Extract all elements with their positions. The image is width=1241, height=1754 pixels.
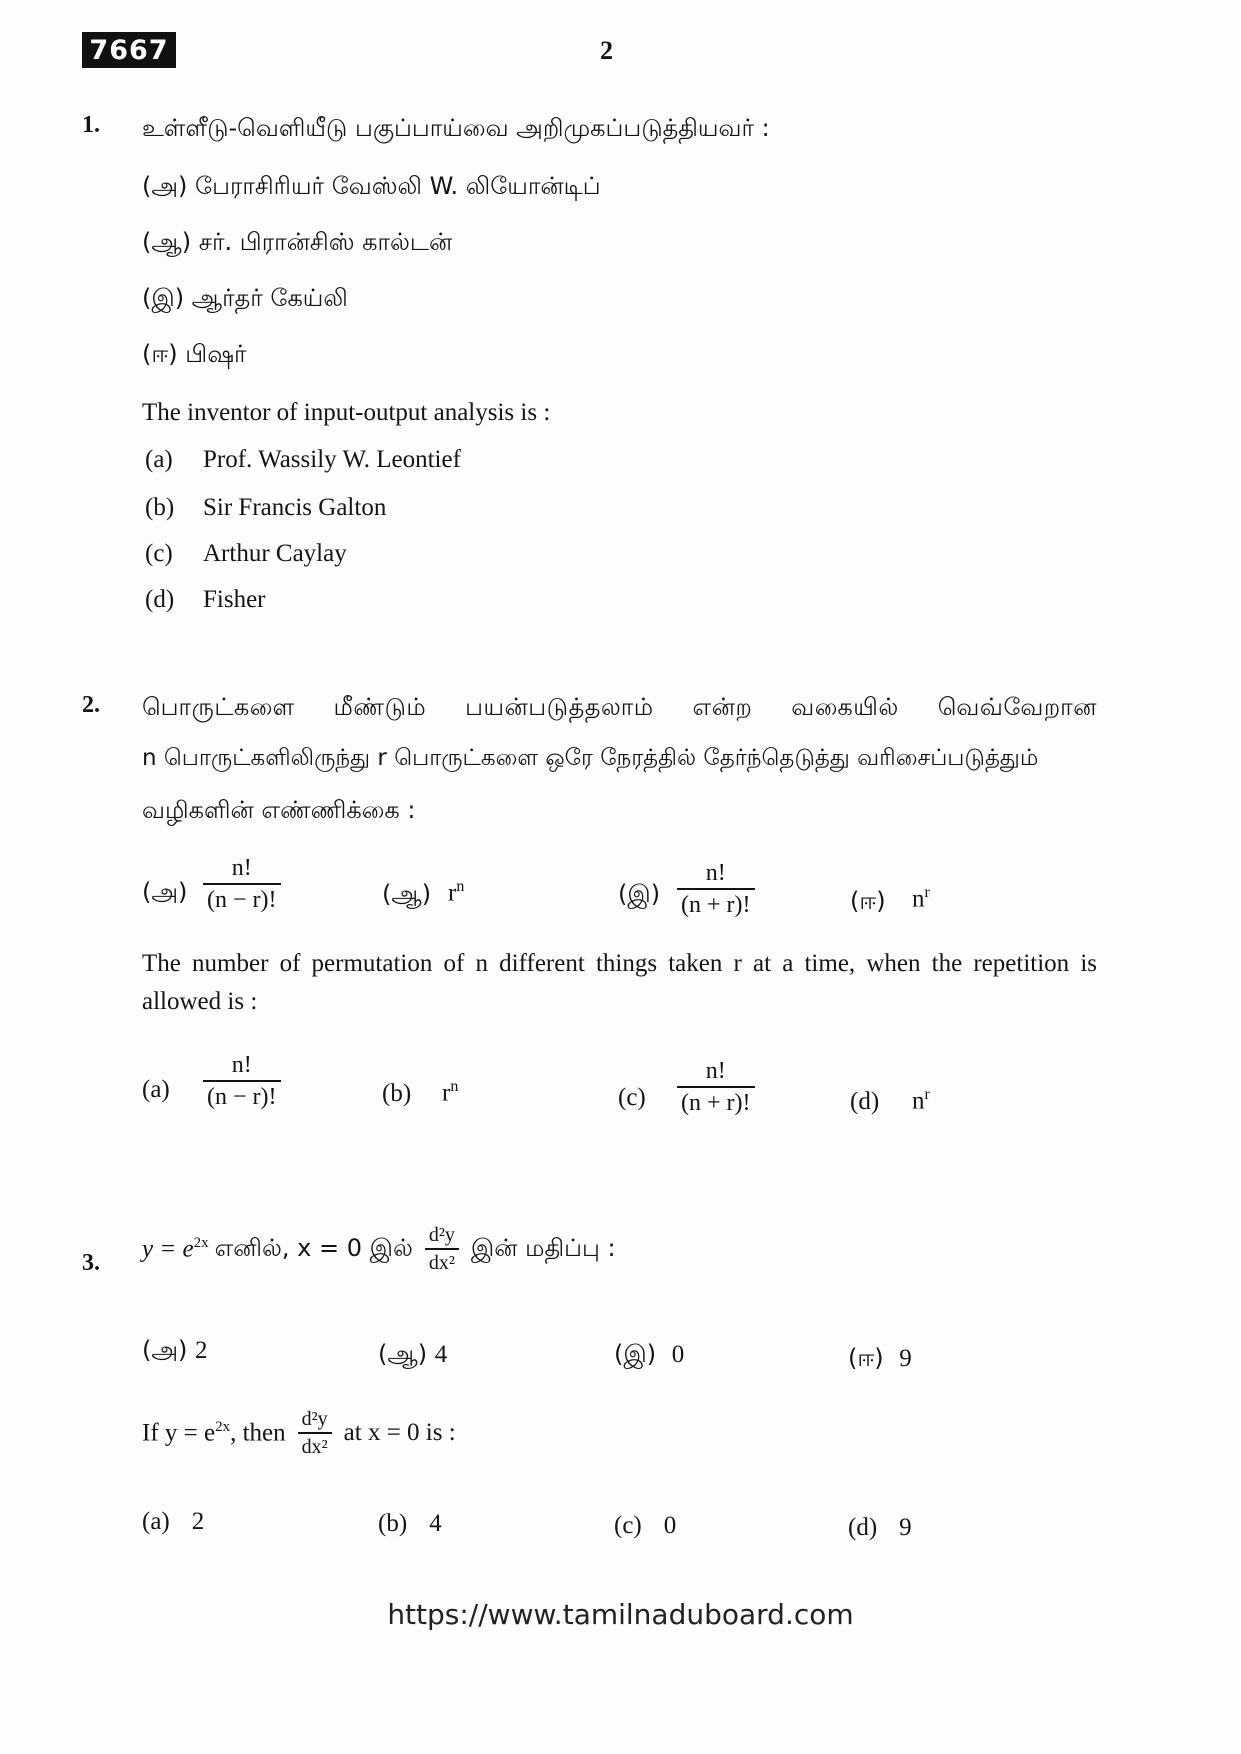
q1-english-option-b-label: (b) bbox=[145, 494, 175, 521]
question-1-tamil-text: உள்ளீடு-வெளியீடு பகுப்பாய்வை அறிமுகப்படுத்தியவர் : bbox=[142, 114, 770, 142]
q2-tamil-label-c: (இ) bbox=[618, 880, 661, 908]
q2-tamil-option-b bbox=[448, 878, 464, 907]
question-2-english-line-2: allowed is : bbox=[142, 988, 258, 1015]
power-base: r bbox=[442, 1079, 451, 1107]
power-exponent: n bbox=[456, 878, 465, 895]
fraction-numerator: n! bbox=[231, 855, 252, 881]
option-text: பேராசிரியர் வேஸ்லி W. லியோன்டிப் bbox=[195, 172, 601, 200]
q2-english-label-c: (c) bbox=[618, 1084, 646, 1111]
question-3-number: 3. bbox=[82, 1250, 100, 1276]
q1-tamil-option-c bbox=[142, 284, 348, 315]
question-3-tamil-text bbox=[142, 1224, 616, 1274]
q3-function: $y = e^{2x}$ bbox=[142, 1234, 209, 1263]
fraction-numerator: n! bbox=[231, 1052, 252, 1078]
question-3-english-text bbox=[142, 1408, 456, 1458]
option-label: (ஈ) bbox=[142, 340, 178, 368]
question-2-english-line-1: The number of permutation of n different things taken r at a time, when the repetition is bbox=[142, 950, 1097, 977]
q1-english-option-a-text: Prof. Wassily W. Leontief bbox=[203, 446, 461, 473]
fraction-numerator: n! bbox=[705, 860, 726, 886]
q2-english-option-c-fraction bbox=[677, 1058, 755, 1117]
question-2-tamil-line-1: பொருட்களை மீண்டும் பயன்படுத்தலாம் என்ற வகையில் வெவ்வேறான bbox=[142, 693, 1097, 721]
q2-tamil-label-a: (அ) bbox=[142, 878, 188, 906]
q2-english-label-a: (a) bbox=[142, 1076, 170, 1103]
fraction-denominator: (n − r)! bbox=[203, 883, 281, 913]
power-exponent: r bbox=[924, 1086, 930, 1103]
q3-tamil-option-b: (ஆ) 4 bbox=[378, 1340, 448, 1368]
q1-tamil-option-b bbox=[142, 228, 452, 259]
option-text: ஆர்தர் கேய்லி bbox=[191, 284, 348, 312]
q3-english-option-d: (d) 9 bbox=[848, 1514, 912, 1541]
footer-url[interactable]: https://www.tamilnaduboard.com bbox=[387, 1598, 854, 1631]
q2-english-option-a-fraction bbox=[203, 1052, 281, 1111]
q3-tamil-tail: இன் மதிப்பு : bbox=[470, 1233, 616, 1262]
q2-tamil-option-c-fraction bbox=[677, 860, 755, 919]
q2-tamil-option-a-fraction bbox=[203, 855, 281, 914]
page-number: 2 bbox=[600, 36, 613, 65]
power-base: r bbox=[448, 879, 457, 907]
question-1-english-text: The inventor of input-output analysis is : bbox=[142, 399, 551, 426]
q3-english-function: If $y = e^{2x}$, then bbox=[142, 1418, 286, 1447]
q1-english-option-d-text: Fisher bbox=[203, 586, 266, 613]
fraction-numerator: n! bbox=[705, 1058, 726, 1084]
q1-tamil-option-d bbox=[142, 340, 247, 371]
question-1-number: 1. bbox=[82, 112, 100, 138]
q3-english-option-c: (c) 0 bbox=[614, 1512, 677, 1539]
q2-english-option-b bbox=[442, 1078, 458, 1107]
q2-english-label-b: (b) bbox=[382, 1080, 412, 1107]
power-base: n bbox=[912, 885, 925, 913]
option-text: பிஷர் bbox=[185, 340, 247, 368]
q3-tamil-option-c: (இ) 0 bbox=[614, 1340, 685, 1368]
power-exponent: n bbox=[450, 1078, 459, 1095]
power-base: n bbox=[912, 1087, 925, 1115]
q3-english-option-a: (a) 2 bbox=[142, 1508, 205, 1535]
q3-english-option-b: (b) 4 bbox=[378, 1510, 442, 1537]
paper-code-badge: 7667 bbox=[82, 32, 176, 68]
option-label: (ஆ) bbox=[142, 228, 192, 256]
question-2-number: 2. bbox=[82, 692, 100, 718]
option-label: (அ) bbox=[142, 172, 188, 200]
fraction-denominator: (n + r)! bbox=[677, 1086, 755, 1116]
q2-english-label-d: (d) bbox=[850, 1088, 880, 1115]
q3-tamil-option-a: (அ) 2 bbox=[142, 1336, 208, 1364]
q2-tamil-label-d: (ஈ) bbox=[850, 887, 886, 915]
q1-english-option-c-label: (c) bbox=[145, 540, 173, 567]
question-2-tamil-line-3: வழிகளின் எண்ணிக்கை : bbox=[142, 796, 416, 824]
q2-tamil-label-b: (ஆ) bbox=[382, 880, 432, 908]
q3-tamil-condition: எனில், x = 0 இல் bbox=[214, 1233, 413, 1262]
option-label: (இ) bbox=[142, 284, 185, 312]
power-exponent: r bbox=[924, 884, 930, 901]
q1-english-option-a-label: (a) bbox=[145, 446, 173, 473]
q3-tamil-option-d: (ஈ) 9 bbox=[848, 1344, 912, 1372]
q3-derivative: $\frac{\text{d²y}}{\text{dx²}}$ bbox=[425, 1224, 459, 1274]
q2-english-option-d bbox=[912, 1086, 930, 1115]
question-2-tamil-line-2: n பொருட்களிலிருந்து r பொருட்களை ஒரே நேரத்தில் தேர்ந்தெடுத்து வரிசைப்படுத்தும் bbox=[142, 745, 1039, 771]
option-text: சர். பிரான்சிஸ் கால்டன் bbox=[198, 228, 453, 256]
q3-english-derivative: $\frac{\text{d²y}}{\text{dx²}}$ bbox=[298, 1408, 332, 1458]
q1-tamil-option-a bbox=[142, 172, 601, 203]
q3-english-tail: at x = 0 is : bbox=[343, 1419, 456, 1446]
fraction-denominator: (n − r)! bbox=[203, 1080, 281, 1110]
q1-english-option-b-text: Sir Francis Galton bbox=[203, 494, 387, 521]
q2-tamil-option-d bbox=[912, 884, 930, 913]
fraction-denominator: (n + r)! bbox=[677, 888, 755, 918]
q1-english-option-d-label: (d) bbox=[145, 586, 175, 613]
q1-english-option-c-text: Arthur Caylay bbox=[203, 540, 347, 567]
